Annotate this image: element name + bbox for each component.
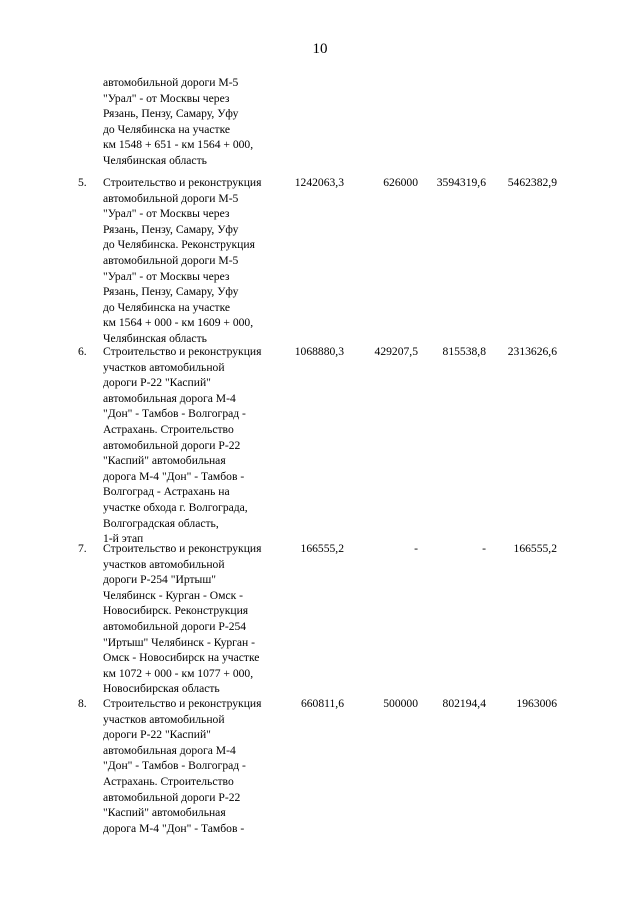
row-number: 6. [78, 345, 87, 358]
value-col-3: - [482, 542, 486, 555]
value-col-1: 1068880,3 [294, 345, 344, 358]
row-description: Строительство и реконструкция участков автомобильной дороги Р-22 "Каспий" автомобильная дорога М-4 "Дон" - Тамбов - Волгоград - Астрахань. Строительство автомобильной дороги Р-22 "Каспий" автомобильная дорога М-4 "Дон" - Тамбов - [103, 697, 262, 835]
value-col-4: 166555,2 [513, 542, 557, 555]
row-description: Строительство и реконструкция участков автомобильной дороги Р-22 "Каспий" автомобильная дорога М-4 "Дон" - Тамбов - Волгоград - Астрахань. Строительство автомобильной дороги Р-22 "Каспий" автомобильная дорога М-4 "Дон" - Тамбов - Волгоград - Астрахань на участке обхода г. Волгограда, Волгоградская область, 1-й этап [103, 345, 262, 546]
row-number: 8. [78, 697, 87, 710]
row-description: Строительство и реконструкция участков автомобильной дороги Р-254 "Иртыш" Челябинск - Курган - Омск - Новосибирск. Реконструкция автомобильной дороги Р-254 "Иртыш" Челябинск - Курган - Омск - Новосибирск на участке км 1072 + 000 - км 1077 + 000, Новосибирская область [103, 542, 262, 696]
value-col-4: 2313626,6 [507, 345, 557, 358]
value-col-2: - [414, 542, 418, 555]
value-col-3: 802194,4 [442, 697, 486, 710]
value-col-2: 500000 [383, 697, 418, 710]
value-col-1: 166555,2 [300, 542, 344, 555]
value-col-2: 429207,5 [374, 345, 418, 358]
value-col-4: 5462382,9 [507, 176, 557, 189]
page-number: 10 [312, 41, 328, 57]
row-number: 7. [78, 542, 87, 555]
value-col-1: 660811,6 [300, 697, 344, 710]
row-description: Строительство и реконструкция автомобильной дороги М-5 "Урал" - от Москвы через Рязань, Пензу, Самару, Уфу до Челябинска. Реконструкция автомобильной дороги М-5 "Урал" - от Москвы через Рязань, Пензу, Самару, Уфу до Челябинска на участке км 1564 + 000 - км 1609 + 000, Челябинская область [103, 176, 262, 345]
row-number: 5. [78, 176, 87, 189]
value-col-3: 815538,8 [442, 345, 486, 358]
value-col-1: 1242063,3 [294, 176, 344, 189]
value-col-4: 1963006 [516, 697, 557, 710]
value-col-2: 626000 [383, 176, 418, 189]
value-col-3: 3594319,6 [436, 176, 486, 189]
continuation-text: автомобильной дороги М-5 "Урал" - от Москвы через Рязань, Пензу, Самару, Уфу до Челябинска на участке км 1548 + 651 - км 1564 + 000, Челябинская область [103, 76, 254, 167]
